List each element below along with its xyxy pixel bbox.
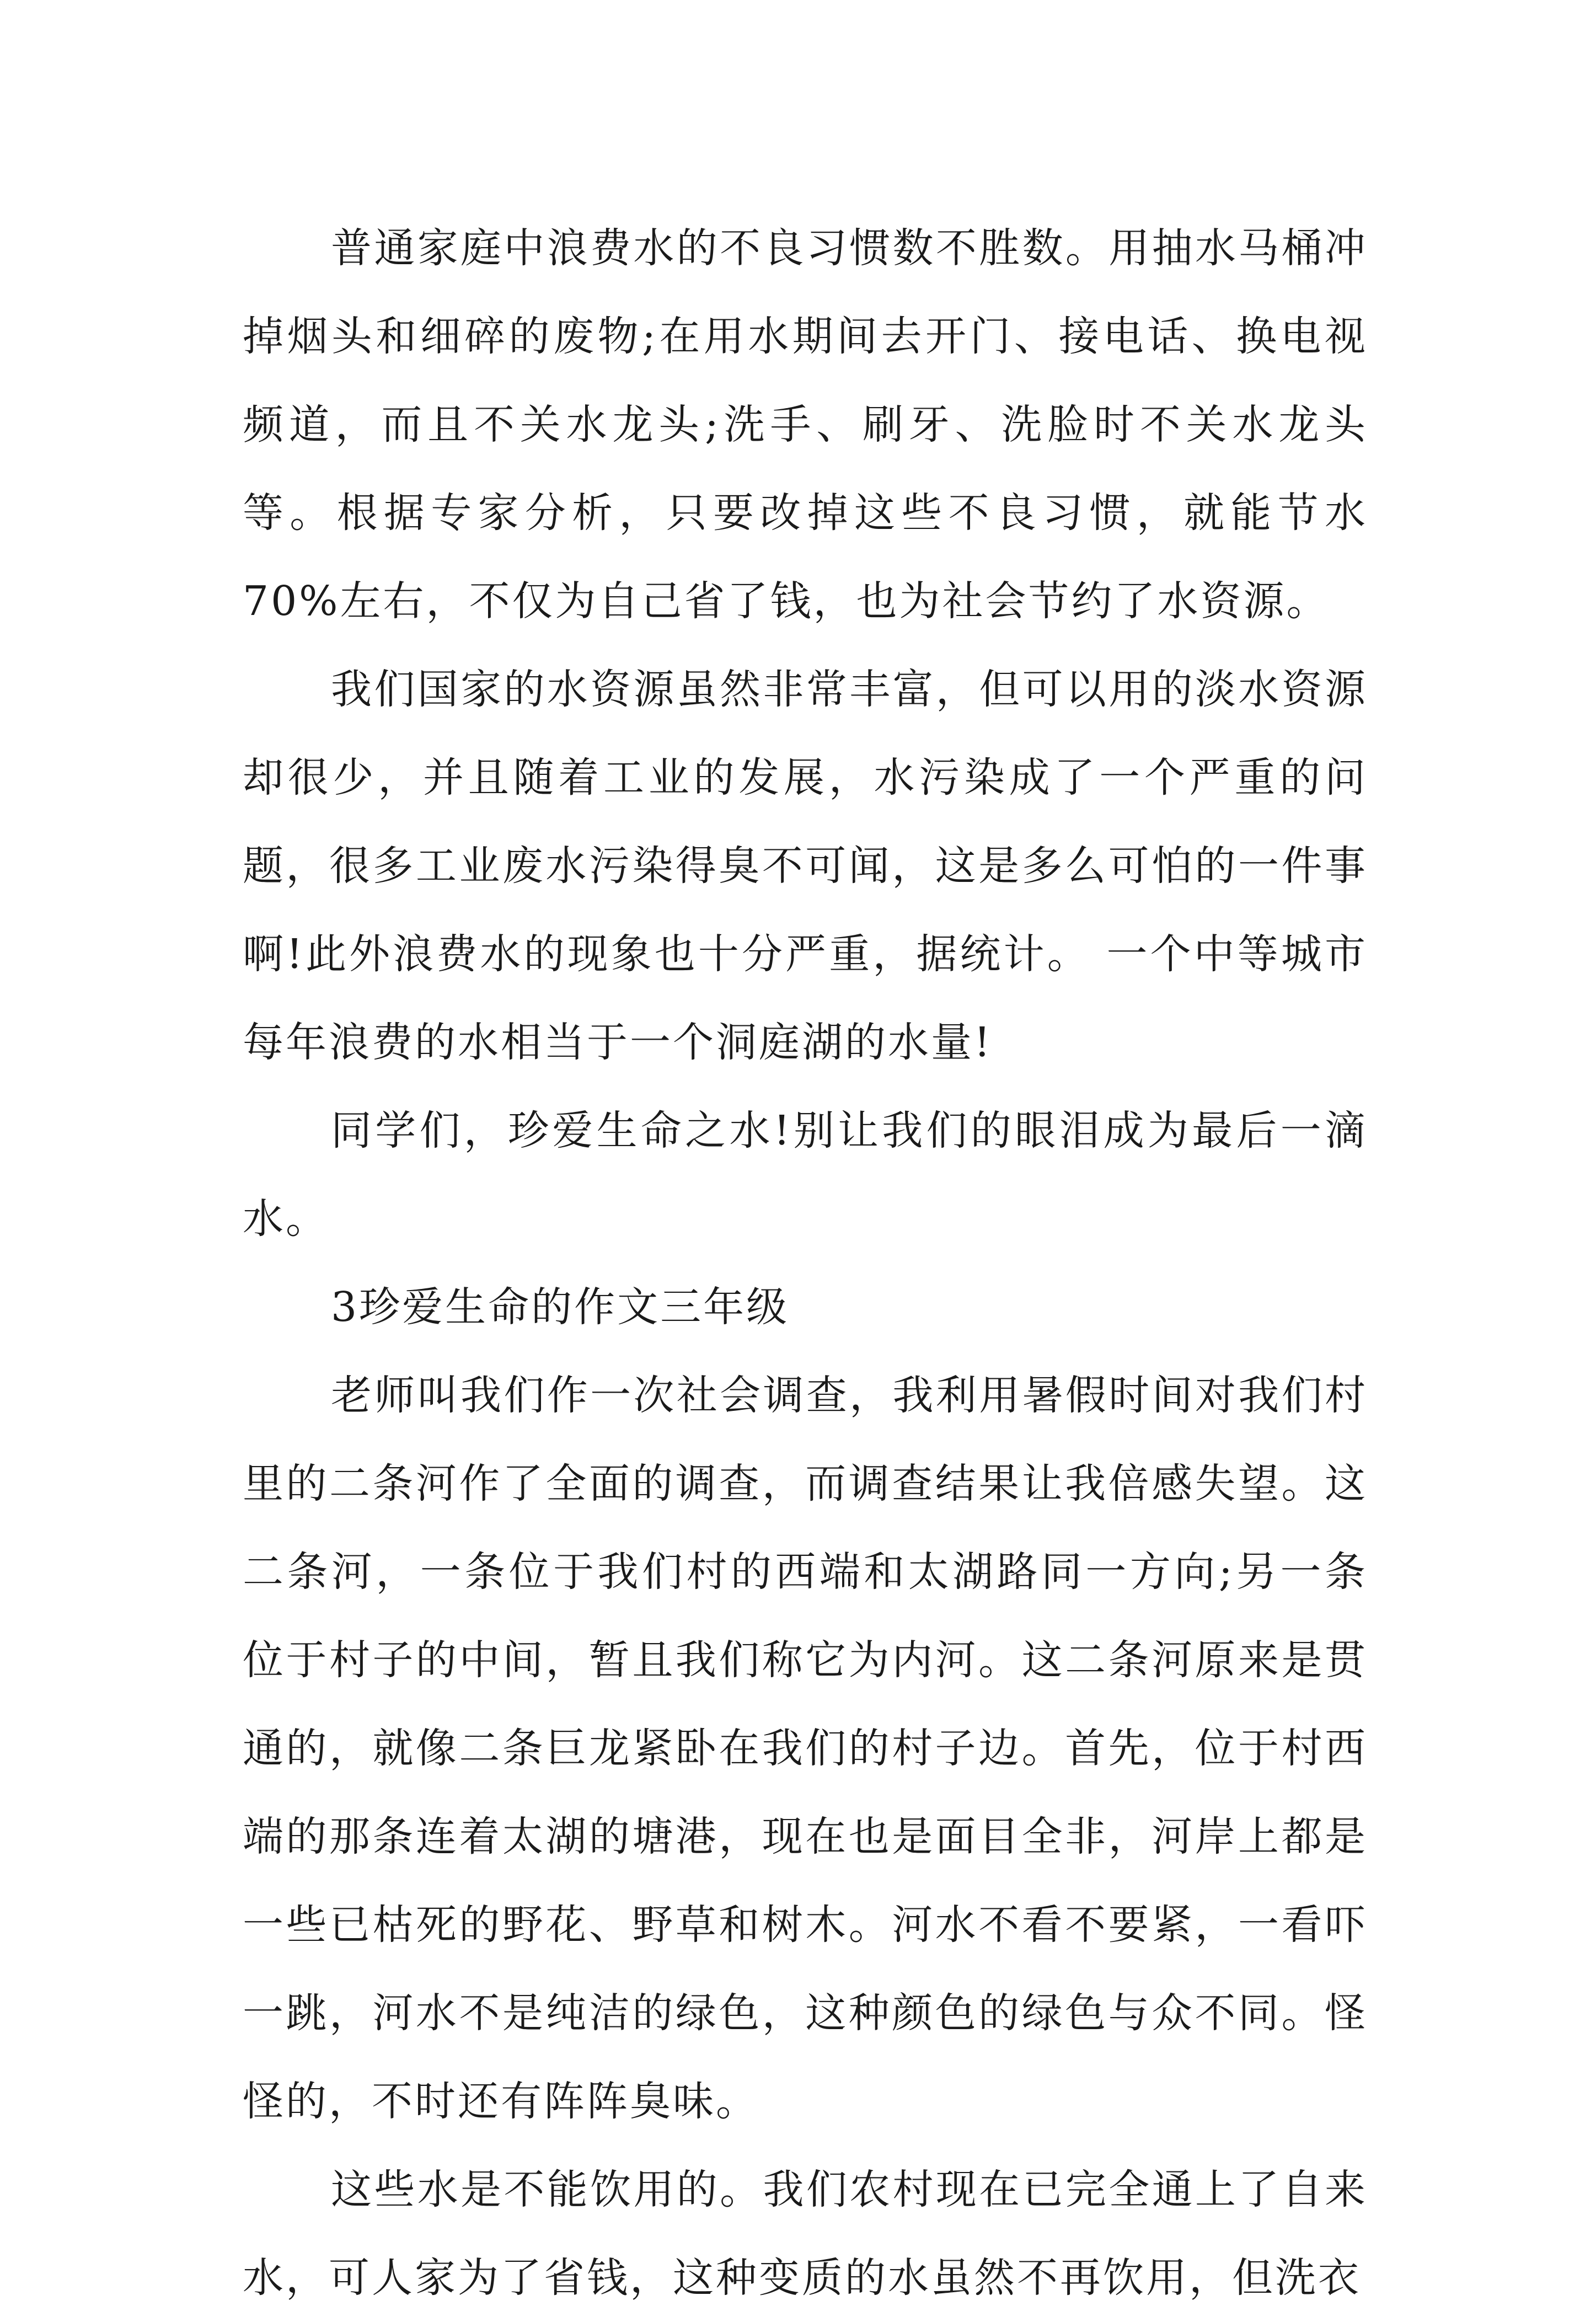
paragraph-river-survey: 老师叫我们作一次社会调查，我利用暑假时间对我们村里的二条河作了全面的调查，而调查结果让我倍感失望。这二条河，一条位于我们村的西端和太湖路同一方向;另一条位于村子的中间，暂且我们称它为内河。这二条河原来是贯通的，就像二条巨龙紧卧在我们的村子边。首先，位于村西端的那条连着太湖的塘港，现在也是面目全非，河岸上都是一些已枯死的野花、野草和树木。河水不看不要紧，一看吓一跳，河水不是纯洁的绿色，这种颜色的绿色与众不同。怪怪的，不时还有阵阵臭味。	[243, 1372, 1368, 2125]
document-body	[243, 204, 1368, 2322]
paragraph-undrinkable-water: 这些水是不能饮用的。我们农村现在已完全通上了自来水，可人家为了省钱，这种变质的水虽然不再饮用，但洗衣	[243, 2166, 1368, 2302]
paragraph-cherish-water: 同学们，珍爱生命之水!别让我们的眼泪成为最后一滴水。	[243, 1107, 1368, 1243]
paragraph-water-resources: 我们国家的水资源虽然非常丰富，但可以用的淡水资源却很少，并且随着工业的发展，水污染成了一个严重的问题，很多工业废水污染得臭不可闻，这是多么可怕的一件事啊!此外浪费水的现象也十分严重，据统计。 一个中等城市每年浪费的水相当于一个洞庭湖的水量!	[243, 666, 1368, 1066]
paragraph-water-waste-habits: 普通家庭中浪费水的不良习惯数不胜数。用抽水马桶冲掉烟头和细碎的废物;在用水期间去开门、接电话、换电视频道，而且不关水龙头;洗手、刷牙、洗脸时不关水龙头等。根据专家分析，只要改掉这些不良习惯，就能节水70%左右，不仅为自己省了钱，也为社会节约了水资源。	[243, 224, 1368, 625]
essay-heading: 3珍爱生命的作文三年级	[331, 1283, 790, 1331]
